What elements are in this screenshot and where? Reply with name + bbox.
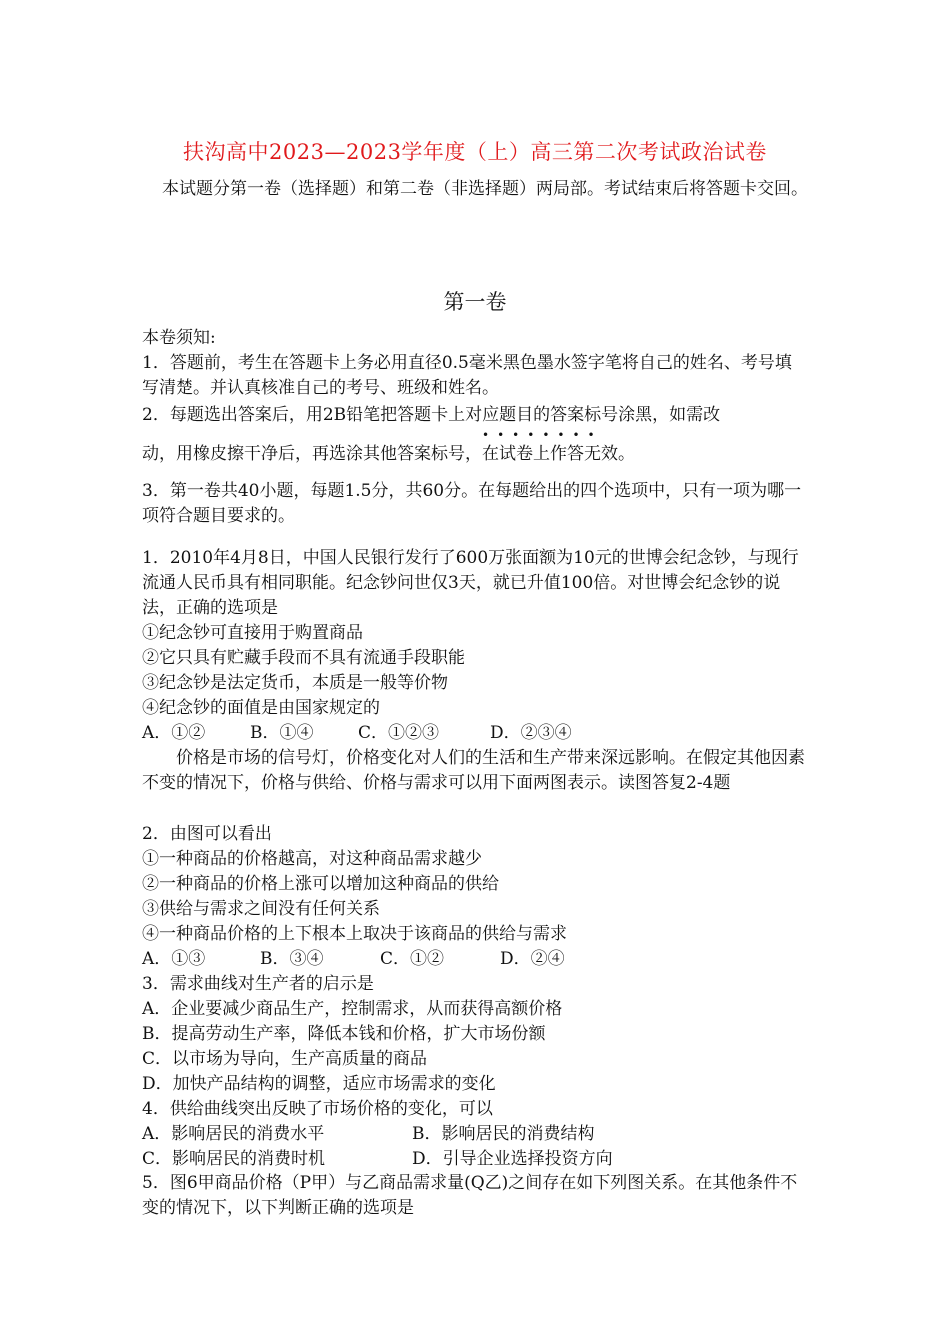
question-2-item-2: ②一种商品的价格上涨可以增加这种商品的供给	[142, 874, 499, 894]
reading-passage: 价格是市场的信号灯，价格变化对人们的生活和生产带来深远影响。在假定其他因素不变的情况下，价格与供给、价格与需求可以用下面两图表示。读图答复2-4题	[142, 748, 805, 793]
question-4	[142, 1097, 808, 1172]
question-3-option-c: C．以市场为导向，生产高质量的商品	[142, 1049, 428, 1069]
question-1-option-b: B．①④	[250, 723, 314, 743]
question-2-option-a: A．①③	[142, 949, 206, 969]
question-5	[142, 1171, 808, 1221]
question-3	[142, 972, 808, 1097]
question-3-option-d: D．加快产品结构的调整，适应市场需求的变化	[142, 1074, 496, 1094]
section-title: 第一卷	[443, 290, 507, 314]
question-3-option-a: A．企业要减少商品生产，控制需求，从而获得高额价格	[142, 999, 563, 1019]
question-4-stem: 4．供给曲线突出反映了市场价格的变化，可以	[142, 1099, 493, 1119]
question-2-stem: 2．由图可以看出	[142, 824, 272, 844]
question-1-stem: 1．2010年4月8日，中国人民银行发行了600万张面额为10元的世博会纪念钞，与现行流通人民币具有相同职能。纪念钞问世仅3天，就已升值100倍。对世博会纪念钞的说法，正确的选项是	[142, 548, 799, 618]
instruction-1: 1．答题前，考生在答题卡上务必用直径0.5毫米黑色墨水签字笔将自己的姓名、考号填写清楚。并认真核准自己的考号、班级和姓名。	[142, 353, 792, 398]
question-1-option-d: D．②③④	[490, 723, 572, 743]
question-2-item-3: ③供给与需求之间没有任何关系	[142, 899, 380, 919]
question-4-option-c: C．影响居民的消费时机	[142, 1149, 326, 1169]
exam-intro: 本试题分第一卷（选择题）和第二卷（非选择题）两局部。考试结束后将答题卡交回。	[162, 179, 808, 199]
question-4-option-b: B．影响居民的消费结构	[412, 1124, 595, 1144]
instruction-3: 3．第一卷共40小题，每题1.5分，共60分。在每题给出的四个选项中，只有一项为哪一项符合题目要求的。	[142, 481, 802, 526]
question-2-item-4: ④一种商品价格的上下根本上取决于该商品的供给与需求	[142, 924, 567, 944]
instructions	[142, 326, 808, 529]
question-2-item-1: ①一种商品的价格越高，对这种商品需求越少	[142, 849, 482, 869]
question-1-item-4: ④纪念钞的面值是由国家规定的	[142, 698, 380, 718]
question-2-options	[142, 947, 808, 972]
question-5-stem: 5．图6甲商品价格（P甲）与乙商品需求量(Q乙)之间存在如下列图关系。在其他条件不变的情况下，以下判断正确的选项是	[142, 1173, 798, 1218]
question-2-option-d: D．②④	[500, 949, 565, 969]
instruction-2-line1: 2．每题选出答案后，用2B铅笔把答题卡上对应题目的答案标号涂黑，如需改	[142, 405, 721, 425]
question-1-options	[142, 721, 808, 746]
question-4-option-d: D．引导企业选择投资方向	[412, 1149, 613, 1169]
question-1-item-2: ②它只具有贮藏手段而不具有流通手段职能	[142, 648, 465, 668]
question-1	[142, 546, 808, 796]
question-1-item-1: ①纪念钞可直接用于购置商品	[142, 623, 363, 643]
question-1-option-a: A．①②	[142, 723, 206, 743]
question-1-item-3: ③纪念钞是法定货币，本质是一般等价物	[142, 673, 448, 693]
question-4-options-row-1	[142, 1122, 808, 1147]
emphasis-text: •••••••• 在试卷上作答无效	[482, 428, 618, 464]
question-4-options-row-2	[142, 1147, 808, 1172]
question-3-stem: 3．需求曲线对生产者的启示是	[142, 974, 374, 994]
question-2-option-c: C．①②	[380, 949, 445, 969]
question-4-option-a: A．影响居民的消费水平	[142, 1124, 325, 1144]
instruction-2	[142, 403, 808, 467]
exam-title: 扶沟高中2023—2023学年度（上）高三第二次考试政治试卷	[183, 140, 767, 164]
question-2	[142, 822, 808, 972]
instructions-heading: 本卷须知:	[142, 328, 216, 348]
question-2-option-b: B．③④	[260, 949, 324, 969]
emphasis-dots: ••••••••	[482, 428, 603, 442]
instruction-2-line2: 动，用橡皮擦干净后，再选涂其他答案标号，	[142, 444, 482, 464]
question-1-option-c: C．①②③	[358, 723, 440, 743]
instruction-2-end: 。	[618, 444, 635, 464]
question-3-option-b: B．提高劳动生产率，降低本钱和价格，扩大市场份额	[142, 1024, 546, 1044]
